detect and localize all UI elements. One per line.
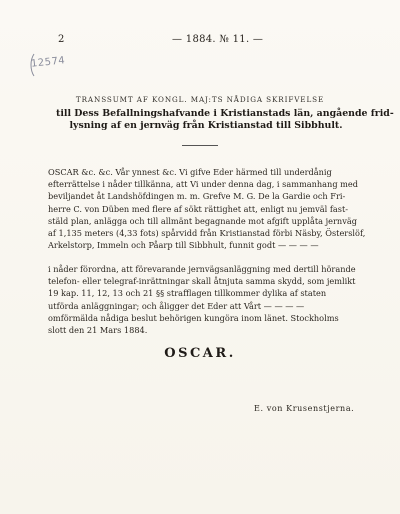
page-header [0,34,400,48]
paragraph-line: stäld plan, anlägga och till allmänt begagnande mot afgift upplåta jernväg [48,215,357,226]
paragraph-line: Arkelstorp, Immeln och Påarp till Sibbhult, funnit godt — — — — [48,240,319,251]
title-line: till Dess Befallningshafvande i Kristianstads län, angående frid- [56,108,394,119]
countersignature: E. von Krusenstjerna. [254,404,355,413]
paragraph-line: 19 kap. 11, 12, 13 och 21 §§ strafflagen tillkommer dylika af staten [48,288,327,299]
title-line: lysning af en jernväg från Kristianstad till Sibbhult. [69,120,343,131]
page-number: 2 [58,34,65,45]
paragraph-2 [48,263,366,336]
paragraph-line: slott den 21 Mars 1884. [48,325,148,336]
paragraph-line: OSCAR &c. &c. Vår ynnest &c. Vi gifve Eder härmed till underdånig [48,167,332,177]
paragraph-line: beviljandet åt Landshöfdingen m. m. Grefve M. G. De la Gardie och Fri- [48,191,346,202]
paragraph-line: utförda anläggningar; och åligger det Eder att Vårt — — — — [48,300,305,311]
header-title: — 1884. № 11. — [172,34,264,45]
paragraph-line: omförmälda nådiga beslut behörigen kungöra inom länet. Stockholms [48,312,339,323]
pencil-note: 12574 [30,55,66,70]
royal-signature: OSCAR. [164,346,236,361]
paragraph-1 [48,166,366,251]
paragraph-line: herre C. von Düben med flere af sökt rättighet att, enligt nu jemväl fast- [48,203,349,214]
document-kicker: TRANSSUMT AF KONGL. MAJ:TS NÅDIGA SKRIFVELSE [75,95,325,104]
paragraph-line: telefon- eller telegraf-inrättningar skall åtnjuta samma skydd, som jemlikt [48,276,356,287]
document-title [56,108,394,132]
paragraph-line: af 1,135 meters (4,33 fots) spårvidd från Kristianstad förbi Näsby, Österslöf, [48,228,366,239]
title-divider [182,145,218,146]
paragraph-line: i nåder förordna, att förevarande jernvägsanläggning med dertill hörande [48,264,356,274]
paragraph-line: efterrättelse i nåder tillkänna, att Vi under denna dag, i sammanhang med [48,179,359,190]
